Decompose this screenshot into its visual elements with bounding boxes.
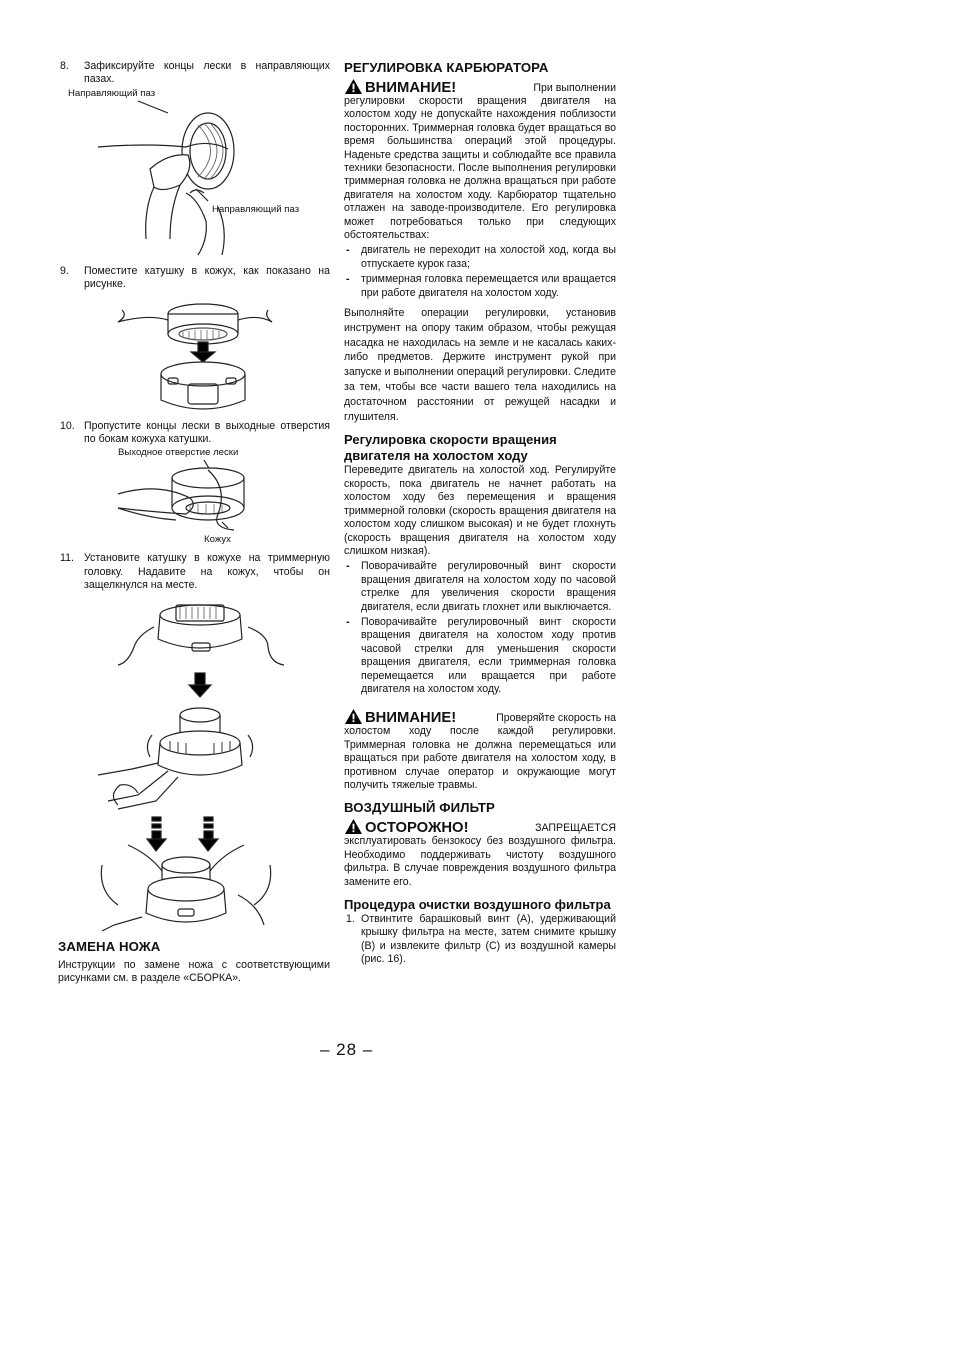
filter-cleaning-heading: Процедура очистки воздушного фильтра bbox=[344, 897, 611, 913]
figure-label-housing: Кожух bbox=[204, 534, 231, 546]
figure-spool-into-housing bbox=[58, 294, 330, 416]
spool-housing-illustration bbox=[58, 294, 330, 416]
step-9 bbox=[58, 265, 330, 292]
step-10 bbox=[58, 420, 330, 447]
warning-first-words: Проверяйте скорость на bbox=[496, 712, 616, 725]
left-column bbox=[58, 60, 330, 985]
step-number: 9. bbox=[60, 264, 69, 277]
carb-bullet-2: - триммерная головка перемещается или вращается при работе двигателя на холостом ходу. bbox=[346, 273, 616, 299]
idle-bullet-1: - Поворачивайте регулировочный винт скорости вращения двигателя на холостом ходу по часовой стрелке для увеличения скорости вращения двигателя, если двигать глохнет или выключается. bbox=[346, 560, 616, 613]
carb-bullet-1: - двигатель не переходит на холостой ход, когда вы отпускаете курок газа; bbox=[346, 244, 616, 270]
blade-heading: ЗАМЕНА НОЖА bbox=[58, 938, 161, 954]
page-number: – 28 – bbox=[320, 1040, 374, 1059]
bullet-text: Поворачивайте регулировочный винт скорости вращения двигателя на холостом ходу по часовой стрелке для увеличения скорости вращения двигателя, если двигать глохнет или выключается. bbox=[361, 560, 616, 613]
figure-label-guide-slot-top: Направляющий паз bbox=[68, 87, 156, 99]
warning-text: регулировки скорости вращения двигателя на холостом ходу не допускайте нахождения поблизости посторонних. Триммерная головка будет вращаться во время большинства операций этой процедуры. Наденьте средства защиты и соблюдайте все правила техники безопасности. После выполнения регулировки триммерная головка не должна вращаться при работе двигателя на холостом ходу. Карбюратор тщательно отлажен на заводе-производителе. Его регулировка может потребоваться только при следующих обстоятельствах: bbox=[344, 95, 616, 242]
warning-word: ВНИМАНИЕ! bbox=[365, 710, 457, 727]
step-text: Поместите катушку в кожух, как показано на рисунке. bbox=[84, 264, 330, 291]
housing-line-illustration bbox=[58, 448, 330, 548]
bullet-text: двигатель не переходит на холостой ход, когда вы отпускаете курок газа; bbox=[361, 244, 616, 270]
warning-word: ВНИМАНИЕ! bbox=[365, 80, 457, 96]
step-number: 11. bbox=[60, 552, 74, 565]
carburetor-warning bbox=[344, 78, 616, 242]
figure-install-housing bbox=[58, 595, 330, 935]
idle-bullet-2: - Поворачивайте регулировочный винт скорости вращения двигателя на холостом ходу против часовой стрелки для уменьшения скорости вращения двигателя, если триммерная головка перемещается или вращается при работе двигателя на холостом ходу. bbox=[346, 615, 616, 695]
idle-warning bbox=[344, 708, 616, 792]
caution-text: эксплуатировать бензокосу без воздушного фильтра. Необходимо поддерживать чистоту воздушного фильтра. В случае повреждения воздушного фильтра замените его. bbox=[344, 835, 616, 888]
install-housing-illustration bbox=[58, 595, 330, 935]
caution-word: ОСТОРОЖНО! bbox=[365, 820, 469, 837]
step-8 bbox=[58, 60, 330, 87]
step-11 bbox=[58, 552, 330, 592]
warning-triangle-icon bbox=[344, 78, 363, 95]
step-text: Отвинтите барашковый винт (A), удерживающий крышку фильтра на месте, затем снимите крышку (B) и извлеките фильтр (C) из воздушной камеры (рис. 16). bbox=[361, 913, 616, 966]
warning-text: холостом ходу после каждой регулировки. Триммерная головка не должна перемещаться или вращаться при работе двигателя на холостом ходу, в противном случае оператор и окружающие могут получить тяжелые травмы. bbox=[344, 725, 616, 791]
step-text: Пропустите концы лески в выходные отверстия по бокам кожуха катушки. bbox=[84, 419, 330, 446]
air-filter-caution bbox=[344, 818, 616, 889]
idle-text: Переведите двигатель на холостой ход. Регулируйте скорость, пока двигатель не начнет работать на холостом ходу без перемещения и вращения триммерной головки (скорость вращения двигателя на холостом ходу слишком высокая) и не будет глохнуть (скорость вращения двигателя на холостом ходу слишком низкая). bbox=[344, 464, 616, 557]
filter-step-1 bbox=[344, 913, 616, 967]
bullet-text: Поворачивайте регулировочный винт скорости вращения двигателя на холостом ходу против часовой стрелки для уменьшения скорости вращения двигателя, если триммерная головка перемещается или вращается при работе двигателя на холостом ходу. bbox=[361, 615, 616, 695]
step-number: 8. bbox=[60, 60, 69, 72]
blade-text: Инструкции по замене ножа с соответствующими рисунками см. в разделе «СБОРКА». bbox=[58, 958, 330, 985]
warning-first-words: При выполнении bbox=[533, 82, 616, 94]
idle-heading: Регулировка скорости вращения двигателя на холостом ходу bbox=[344, 432, 557, 464]
air-filter-heading: ВОЗДУШНЫЙ ФИЛЬТР bbox=[344, 800, 495, 816]
figure-guide-slots bbox=[58, 89, 330, 261]
right-column bbox=[344, 60, 616, 967]
bullet-text: триммерная головка перемещается или вращается при работе двигателя на холостом ходу. bbox=[361, 273, 616, 299]
figure-label-exit-hole: Выходное отверстие лески bbox=[118, 447, 239, 459]
carb-paragraph: Выполняйте операции регулировки, установив инструмент на опору таким образом, чтобы режущая насадка не находилась на земле и не касалась каких-либо предметов. Держите инструмент рукой при запуске и выполнении операций регулировки. Следите за тем, чтобы все части вашего тела находились на достаточном расстоянии от режущей насадки и глушителя. bbox=[344, 307, 616, 423]
caution-triangle-icon bbox=[344, 818, 363, 835]
step-number: 1. bbox=[346, 913, 355, 926]
caution-first-words: ЗАПРЕЩАЕТСЯ bbox=[535, 822, 616, 835]
step-text: Установите катушку в кожухе на триммерную головку. Надавите на кожух, чтобы он защелкнулся на месте. bbox=[84, 552, 330, 592]
step-number: 10. bbox=[60, 419, 75, 432]
figure-label-guide-slot-right: Направляющий паз bbox=[212, 203, 300, 215]
step-text: Зафиксируйте концы лески в направляющих пазах. bbox=[84, 60, 330, 86]
spool-hands-illustration bbox=[58, 89, 330, 261]
figure-line-exit-holes bbox=[58, 448, 330, 548]
carburetor-heading: РЕГУЛИРОВКА КАРБЮРАТОРА bbox=[344, 60, 549, 75]
warning-triangle-icon bbox=[344, 708, 363, 725]
